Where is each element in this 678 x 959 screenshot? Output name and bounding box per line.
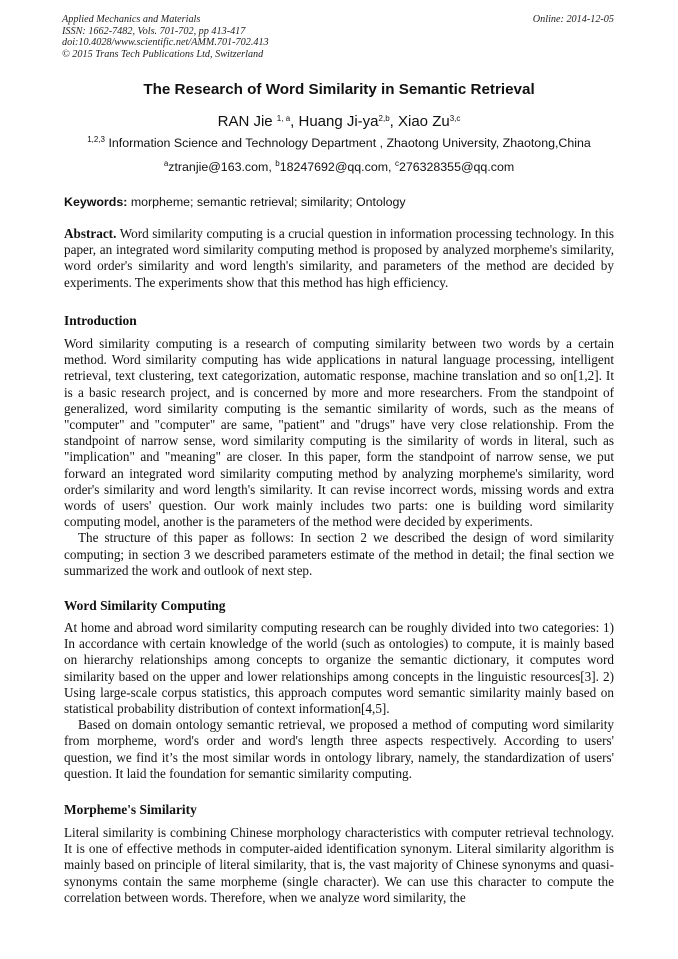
morpheme-body — [64, 825, 614, 906]
author-name: Xiao Zu — [398, 113, 450, 130]
author-list: RAN Jie $^{1, a}$, Huang Ji-ya$^{2,b}$, Xiao Zu$^{3,c}$ — [217, 113, 461, 130]
issn-line: ISSN: 1662-7482, Vols. 701-702, pp 413-417 — [62, 25, 246, 37]
email-address[interactable]: 18247692@qq.com, — [279, 160, 392, 174]
abstract-label: Abstract. — [64, 226, 117, 241]
online-date: Online: 2014-12-05 — [532, 14, 614, 25]
author-name: RAN Jie — [217, 113, 273, 130]
section-heading-morpheme: Morpheme's Similarity — [64, 802, 197, 817]
email-superscript: b — [275, 159, 280, 168]
paragraph: At home and abroad word similarity computing research can be roughly divided into two categories: 1) In accordance with certain knowledge of the world (such as ontologies) to compute, it is mainly based on hierarchy relationships among concepts to organize the semantic dictionary, it computes word similarity based on the upper and lower relationships among concepts in the linguistic resources[3]. 2) Using large-scale corpus statistics, this approach computes word semantic similarity mainly based on statistical probability distribution of context information[4,5]. — [64, 620, 614, 717]
author-superscript: 3,c — [449, 114, 461, 123]
keywords-text: morpheme; semantic retrieval; similarity; Ontology — [130, 195, 406, 209]
paper-title: The Research of Word Similarity in Semantic Retrieval — [143, 81, 535, 98]
paragraph: The structure of this paper as follows: In section 2 we described the design of word similarity computing; in section 3 we described parameters estimate of the method in detail; the final section we summarized the work and outlook of next step. — [64, 530, 614, 578]
affiliation-superscript: 1,2,3 — [87, 135, 105, 144]
journal-header — [62, 14, 482, 60]
paragraph: Based on domain ontology semantic retrieval, we proposed a method of computing word similarity from morpheme, word's order and word's length three aspects respectively. According to users' question, we find it’s the most similar words in ontology library, namely, the standardization of users' question. It laid the foundation for semantic similarity computing. — [64, 717, 614, 781]
email-address[interactable]: ztranjie@163.com, — [168, 160, 272, 174]
keywords-label: Keywords: — [64, 195, 128, 209]
author-superscript: 1, a — [276, 114, 291, 123]
section-heading-word-similarity: Word Similarity Computing — [64, 598, 226, 613]
word-similarity-body — [64, 620, 614, 782]
journal-name: Applied Mechanics and Materials — [62, 14, 201, 25]
email-address[interactable]: 276328355@qq.com — [398, 160, 515, 174]
paragraph: Literal similarity is combining Chinese morphology characteristics with computer retrieval technology. It is one of effective methods in computer-aided identification synonym. Literal similarity algorithm is mainly based on principle of literal similarity, that is, the vast majority of Chinese synonyms and quasi-synonyms contain the same morpheme (single character). We can use this character to compute the correlation between words. Therefore, when we analyze word similarity, the — [64, 825, 614, 905]
paragraph: Word similarity computing is a research of computing similarity between two words by a certain method. Word similarity computing has wide applications in natural language processing, intelligent retrieval, text clustering, text categorization, automatic response, machine translation and so on[1,2]. It is a basic research project, and is concerned by more and more researchers. From the standpoint of generalized, word similarity computing is the semantic similarity of words, such as the means of "computer" and "computer" are same, "patient" and "drugs" have very close relationship. From the standpoint of narrow sense, word similarity computing is the similarity of words in literal, such as "implication" and "meaning" are closer. In this paper, form the standpoint of narrow sense, we put forward an integrated word similarity computing method by analyzing morpheme's similarity, word order's similarity and word length's similarity. It can revise incorrect words, missing words and extra words of users' question. Our work mainly includes two parts: one is building word similarity computing model, another is the parameters of the method were decided by experiments. — [64, 336, 614, 530]
keywords — [64, 195, 624, 210]
affiliation-text: Information Science and Technology Department , Zhaotong University, Zhaotong,China — [108, 136, 591, 150]
introduction-body — [64, 336, 614, 579]
copyright-line: © 2015 Trans Tech Publications Ltd, Switzerland — [62, 48, 264, 60]
abstract-text: Word similarity computing is a crucial question in information processing technology. In this paper, an integrated word similarity computing method is proposed by analyzed morpheme's similarity, word order's similarity and word length's similarity, and parameters of the method are decided by experiments. The experiments show that this method has high efficiency. — [64, 226, 614, 290]
author-superscript: 2,b — [378, 114, 390, 123]
abstract — [64, 226, 614, 291]
author-name: Huang Ji-ya — [298, 113, 379, 130]
section-heading-introduction: Introduction — [64, 313, 137, 328]
email-superscript: c — [394, 159, 399, 168]
email-superscript: a — [163, 159, 169, 168]
email-list — [40, 160, 638, 175]
affiliation — [40, 136, 638, 151]
doi-line: doi:10.4028/www.scientific.net/AMM.701-702.413 — [62, 37, 269, 49]
